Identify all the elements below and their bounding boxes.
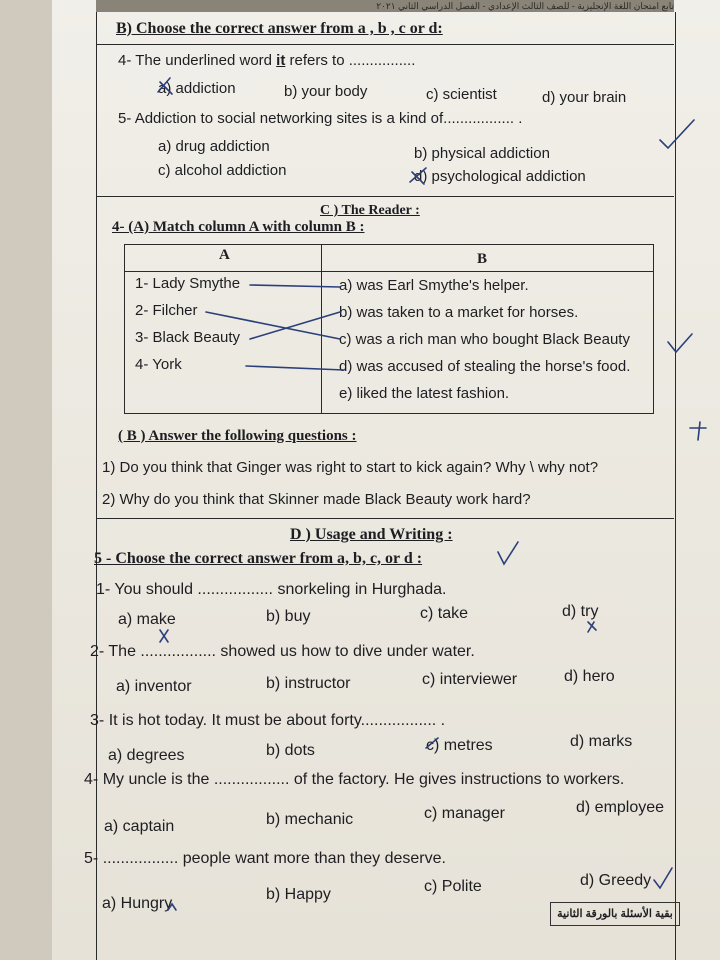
section-b-title: B) Choose the correct answer from a , b , c or d: [116, 20, 443, 37]
option-d: d) your brain [542, 89, 627, 106]
option-b: b) Happy [266, 886, 331, 903]
question-text: ................. people want more than they deserve. [102, 850, 446, 867]
match-line [246, 366, 344, 370]
option-d: d) marks [570, 733, 633, 750]
option-d: d) employee [576, 799, 665, 816]
option-d: d) hero [564, 668, 615, 685]
question-text: It is hot today. It must be about forty................. . [108, 712, 446, 729]
column-a-item: 3- Black Beauty [135, 329, 241, 346]
check-mark-icon [668, 334, 692, 352]
question-text-part: refers to ................ [285, 52, 416, 69]
strike-mark-icon [158, 78, 172, 94]
option-d: d) try [562, 603, 599, 620]
section-d-subtitle: 5 - Choose the correct answer from a, b, c, or d : [94, 550, 423, 567]
underlined-word: it [276, 52, 286, 69]
option-a: a) Hungry [102, 895, 173, 912]
caret-mark-icon [168, 904, 176, 910]
column-a-header: A [219, 247, 230, 263]
option-a: a) addiction [158, 80, 236, 97]
match-line [250, 285, 340, 287]
question-number: 5- [118, 110, 132, 127]
question-number: 5- [84, 850, 99, 867]
option-a: a) captain [104, 818, 175, 835]
open-question: 1) Do you think that Ginger was right to start to kick again? Why \ why not? [102, 459, 599, 476]
option-b: b) mechanic [266, 811, 354, 828]
question-number: 4- [84, 771, 99, 788]
option-b: b) buy [266, 608, 311, 625]
option-c: c) interviewer [422, 671, 518, 688]
option-c: c) Polite [424, 878, 482, 895]
question-number: 1- [96, 581, 111, 598]
arabic-header: تابع امتحان اللغة الإنجليزية - للصف الثالث الإعدادي - الفصل الدراسي الثاني ٢٠٢١ [96, 0, 674, 12]
open-question: 2) Why do you think that Skinner made Black Beauty work hard? [102, 491, 531, 508]
cross-mark-icon [588, 622, 596, 632]
option-b: b) instructor [266, 675, 351, 692]
option-b: b) dots [266, 742, 315, 759]
option-b: b) physical addiction [414, 145, 550, 162]
question-number: 2- [90, 643, 105, 660]
question-number: 3- [90, 712, 105, 729]
section-c-title: C ) The Reader : [320, 203, 420, 218]
column-a-item: 1- Lady Smythe [135, 275, 241, 292]
option-c: c) alcohol addiction [158, 162, 287, 179]
column-b-item: b) was taken to a market for horses. [339, 304, 579, 321]
column-b-item: e) liked the latest fashion. [339, 385, 510, 402]
option-c: c) metres [426, 737, 493, 754]
option-c: c) scientist [426, 86, 497, 103]
continue-stamp: بقية الأسئلة بالورقة الثانية [550, 902, 680, 926]
column-b-item: d) was accused of stealing the horse's food. [339, 358, 631, 375]
strike-mark-icon [410, 168, 426, 184]
column-b-header: B [477, 251, 488, 267]
match-line [206, 312, 340, 339]
option-a: a) degrees [108, 747, 185, 764]
question-number: 4- [118, 52, 132, 69]
column-b-item: c) was a rich man who bought Black Beauty [339, 331, 630, 348]
option-d: d) Greedy [580, 872, 652, 889]
question-text: You should ................. snorkeling in Hurghada. [114, 581, 447, 598]
column-b-item: a) was Earl Smythe's helper. [339, 277, 529, 294]
option-d: d) psychological addiction [414, 168, 586, 185]
match-line [250, 312, 340, 339]
question-text: My uncle is the ................. of the factory. He gives instructions to workers. [102, 771, 625, 788]
option-b: b) your body [284, 83, 368, 100]
section-d-title: D ) Usage and Writing : [290, 526, 453, 543]
column-a-item: 4- York [135, 356, 182, 373]
match-title: 4- (A) Match column A with column B : [112, 219, 365, 235]
score-mark-icon [690, 422, 706, 440]
option-c: c) manager [424, 805, 505, 822]
check-mark-icon [498, 542, 518, 564]
question-text-part: The underlined word [135, 52, 277, 69]
option-c: c) take [420, 605, 469, 622]
question-text: Addiction to social networking sites is a kind of................. . [134, 110, 523, 127]
check-mark-icon [660, 120, 694, 148]
question-text: The ................. showed us how to dive under water. [108, 643, 475, 660]
option-a: a) make [118, 611, 176, 628]
answer-questions-title: ( B ) Answer the following questions : [118, 428, 357, 444]
check-mark-icon [654, 868, 672, 888]
cross-mark-icon [160, 630, 168, 642]
strike-mark-icon [426, 738, 438, 748]
option-a: a) drug addiction [158, 138, 270, 155]
column-a-item: 2- Filcher [135, 302, 198, 319]
option-a: a) inventor [116, 678, 192, 695]
